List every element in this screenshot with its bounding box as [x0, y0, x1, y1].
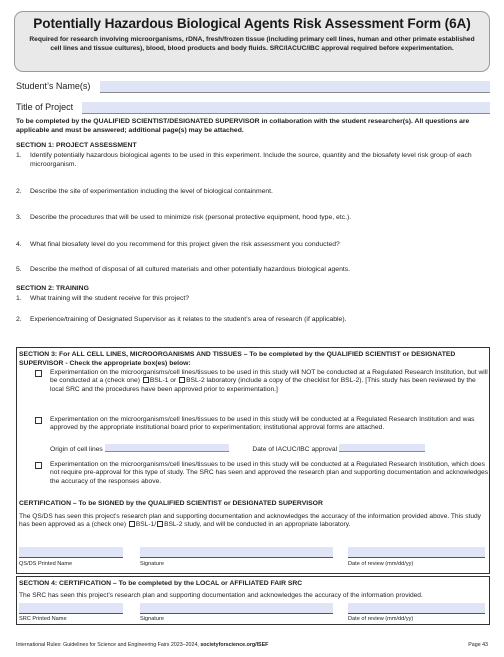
section4-heading: SECTION 4: CERTIFICATION – To be completed by the LOCAL or AFFILIATED FAIR SRC	[19, 580, 303, 587]
iacuc-date-field[interactable]	[339, 444, 425, 452]
section2-heading: SECTION 2: TRAINING	[16, 285, 89, 292]
bsl2-checkbox[interactable]	[179, 377, 185, 383]
page-number: Page 43	[468, 642, 488, 648]
option1-checkbox[interactable]	[35, 370, 42, 377]
src-printed-name-field[interactable]	[19, 603, 123, 614]
section3-heading: SECTION 3: For ALL CELL LINES, MICROORGANISMS AND TISSUES – To be completed by the QUALIFIED SCIENTIST or DESIGNATED SUPERVISOR - Check the appropriate box(es) below:	[19, 351, 456, 367]
item-text: Experience/training of Designated Supervisor as it relates to the student’s area of research (if applicable).	[30, 316, 347, 323]
project-title-field[interactable]	[82, 102, 490, 114]
qsds-printed-name-field[interactable]	[19, 547, 123, 558]
src-date-label: Date of review (mm/dd/yy)	[348, 616, 414, 622]
item-text: Describe the procedures that will be used to minimize risk (personal protective equipment, hood type, etc.).	[30, 214, 352, 221]
footer-link[interactable]: societyforscience.org/ISEF	[200, 642, 269, 648]
section1-item-3[interactable]	[16, 213, 486, 222]
src-signature-field[interactable]	[140, 603, 333, 614]
qsds-date-label: Date of review (mm/dd/yy)	[348, 561, 414, 567]
cert-bsl1-label: BSL-1/	[135, 521, 157, 529]
iacuc-date-label: Date of IACUC/IBC approval	[252, 446, 338, 453]
form-title-box	[14, 11, 490, 72]
section3-option-1	[35, 369, 490, 394]
section1-item-5[interactable]	[16, 265, 486, 274]
item-text: Describe the site of experimentation including the level of biological containment.	[30, 188, 273, 195]
origin-label: Origin of cell lines	[50, 446, 103, 453]
footer-left	[16, 642, 268, 649]
footer-text: International Rules: Guidelines for Science and Engineering Fairs 2023–2024,	[16, 642, 201, 648]
section4-text: The SRC has seen this project’s research plan and supporting documentation and acknowledges the accuracy of the information provided.	[19, 592, 423, 599]
certification-text	[19, 513, 487, 530]
certification-heading: CERTIFICATION – To be SIGNED by the QUALIFIED SCIENTIST or DESIGNATED SUPERVISOR	[19, 500, 323, 507]
qsds-signature-label: Signature	[140, 561, 164, 567]
item-number: 5.	[16, 266, 22, 273]
bsl1-checkbox[interactable]	[143, 377, 149, 383]
item-number: 2.	[16, 188, 22, 195]
src-printed-name-label: SRC Printed Name	[19, 616, 67, 622]
option2-text: Experimentation on the microorganisms/cell lines/tissues to be used in this study will be conducted at a Regulated Research Institution and was approved by the appropriate institutional board prior to experimentation; institutional approval forms are attached.	[50, 416, 475, 432]
form-instructions: To be completed by the QUALIFIED SCIENTIST/DESIGNATED SUPERVISOR in collaboration with the student researcher(s). All questions are applicable and must be answered; additional page(s) may be attached.	[16, 118, 470, 134]
section1-item-4[interactable]	[16, 240, 486, 249]
student-names-row	[16, 80, 490, 93]
item-text: Describe the method of disposal of all cultured materials and other potentially hazardous biological agents.	[30, 266, 351, 273]
item-text: What final biosafety level do you recommend for this project given the risk assessment you conducted?	[30, 241, 340, 248]
item-number: 1.	[16, 152, 22, 159]
item-number: 4.	[16, 241, 22, 248]
student-names-field[interactable]	[100, 81, 490, 93]
form-title: Potentially Hazardous Biological Agents Risk Assessment Form (6A)	[33, 16, 471, 31]
section2-item-1[interactable]	[16, 294, 486, 303]
cert-bsl2-checkbox[interactable]	[157, 521, 163, 527]
qsds-signature-field[interactable]	[140, 547, 333, 558]
certification-text-a: The QS/DS has seen this project’s research plan and supporting documentation and acknowledges the accuracy of the information provided above. This study has been approved as a (check one)	[19, 513, 481, 529]
option1-bsl1-label: BSL-1 or	[149, 377, 177, 385]
section3-option-2	[35, 416, 490, 433]
item-number: 1.	[16, 295, 22, 302]
origin-field[interactable]	[105, 444, 229, 452]
student-names-label: Student’s Name(s)	[16, 81, 91, 91]
qsds-printed-name-label: QS/DS Printed Name	[19, 561, 73, 567]
section2-item-2[interactable]	[16, 315, 486, 324]
item-text: What training will the student receive for this project?	[30, 295, 190, 302]
option3-checkbox[interactable]	[35, 462, 42, 469]
src-date-field[interactable]	[348, 603, 485, 614]
project-title-row	[16, 101, 490, 114]
src-signature-label: Signature	[140, 616, 164, 622]
cert-bsl1-checkbox[interactable]	[129, 521, 135, 527]
item-text: Identify potentially hazardous biological agents to be used in this experiment. Include the source, quantity and the biosafety level risk group of each microorganism.	[30, 152, 472, 168]
item-number: 2.	[16, 316, 22, 323]
section1-item-2[interactable]	[16, 187, 486, 196]
origin-row	[50, 444, 490, 454]
section3-option-3	[35, 461, 490, 486]
option2-checkbox[interactable]	[35, 417, 42, 424]
form-subtitle: Required for research involving microorganisms, rDNA, fresh/frozen tissue (including primary cell lines, human and other primate established cell lines and tissue cultures), blood, blood products and body fluids. SRC/IACUC/IBC approval required before experimentation.	[29, 36, 475, 52]
option3-text: Experimentation on the microorganisms/cell lines/tissues to be used in this study will be conducted at a Regulated Research Institution, which does not require pre-approval for this type of study. The SRC has seen and approved the research plan and supporting documentation and acknowledges the accuracy of the responses above.	[50, 461, 489, 485]
section1-heading: SECTION 1: PROJECT ASSESSMENT	[16, 142, 137, 149]
qsds-date-field[interactable]	[348, 547, 485, 558]
certification-text-b: BSL-2 study, and will be conducted in an appropriate laboratory.	[164, 521, 351, 529]
project-title-label: Title of Project	[16, 102, 74, 112]
section1-item-1[interactable]	[16, 151, 486, 169]
option1-text-b: BSL-2 laboratory (include a copy of the checklist for BSL-2). [This study has been reviewed by the local SRC and the procedures have been approved prior to experimentation.]	[50, 377, 476, 393]
item-number: 3.	[16, 214, 22, 221]
option1-text-a: Experimentation on the microorganisms/cell lines/tissues to be used in this study will NOT be conducted at a Regulated Research Institution, but will be conducted at a (check one)	[50, 369, 488, 385]
